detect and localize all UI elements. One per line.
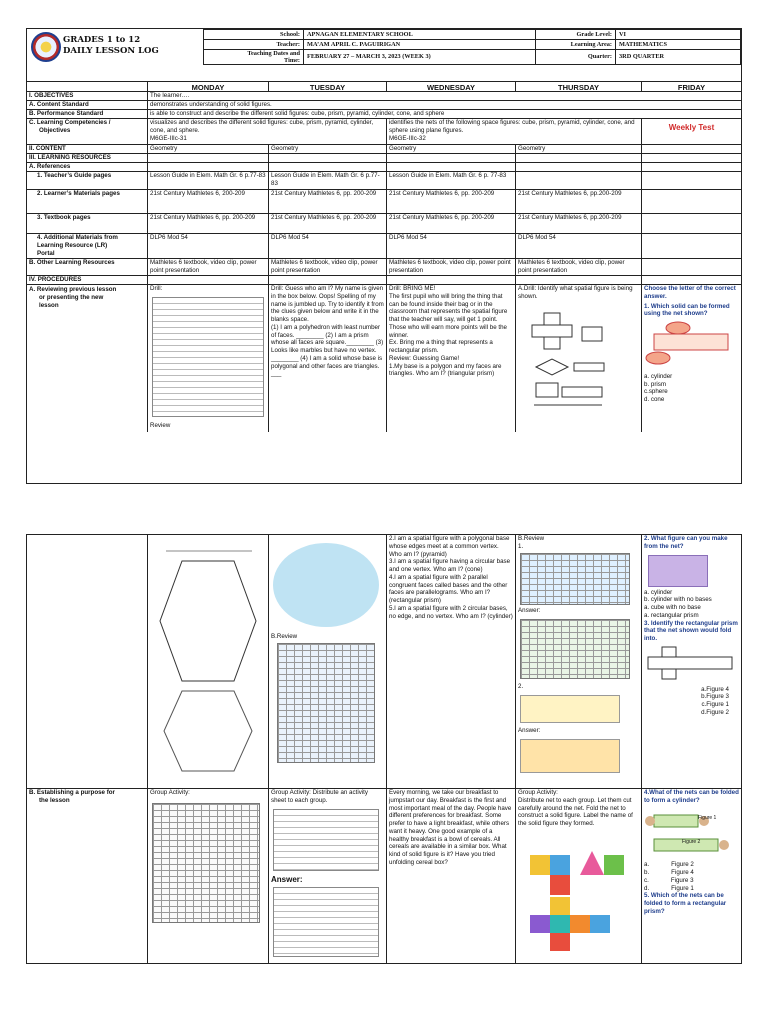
days-header-row <box>27 81 741 92</box>
row-resources: III. LEARNING RESOURCES <box>27 154 741 163</box>
row-reviewing-continued: B.Review 2.I am a spatial figure with a polygonal base whose edges meet at a common vertex. Who am I? (pyramid) 3.I am a spatial figure having a circular base and one vertex. Who am I? (cone) 4.I am a spatial figure with 2 parallel congruent faces called bases and the other faces are parallelograms. Who am I? (rectangular prism) 5.I am a spatial figure with 2 circular bases, no edge, and no vertex. Who am I? (cylinder) B.Review 1. Answer: 2. Answer: 2. What figure can you make from the net? a. cylinder b. cylinder with no bases a. cube with no base a. rectangular prism 3. Identify the rectangular prism that the net shown would fold into. a.Figure 4 b.Figure 3 c.Figure 1 d.Figure 2 <box>27 535 741 789</box>
row-teachers-guide: 1. Teacher’s Guide pages Lesson Guide in Elem. Math Gr. 6 p.77-83 Lesson Guide in Elem. Math Gr. 6 p.77-83 Lesson Guide in Elem. Math Gr. 6 p. 77-83 <box>27 172 741 190</box>
drill-figures-image <box>522 307 632 417</box>
teacher-label: Teacher: <box>204 40 304 50</box>
activity-sheet-image <box>273 809 379 871</box>
header <box>27 29 741 75</box>
dates-value: FEBRUARY 27 – MARCH 3, 2023 (WEEK 3) <box>304 50 536 65</box>
row-content-standard: A. Content Standard demonstrates understanding of solid figures. <box>27 101 741 110</box>
row-objectives: I. OBJECTIVES The learner…. <box>27 92 741 101</box>
drill-table-image <box>152 297 264 417</box>
row-content: II. CONTENT Geometry Geometry Geometry Geometry <box>27 145 741 154</box>
cylinder-nets-image <box>644 807 740 859</box>
solid-figures-chart-image <box>277 643 375 763</box>
row-reviewing: A. Reviewing previous lesson or presenting the new lesson Drill: Review Drill: Guess who am I? My name is given in the box below. Oops! Spelling of my name is jumbled up. Try to identify it from the clues given below and write it in the blanks space. (1) I am a polyhedron with least number of faces. ________ (2) I am a prism whose all faces are square.________ (3) Looks like marbles but have no vertex. ________ (4) I am a solid whose base is polygonal and other faces are triangles. ___ Drill: BRING ME! The first pupil who will bring the thing that can be found inside their bag or in the classroom that represents the spatial figure that the teacher will say, will get 1 point. Those who will earn more points will be the winner. Ex. Bring me a thing that represents a rectangular prism. Review: Guessing Game! 1.My base is a polygon and my faces are triangles. Who am I? (triangular prism) A.Drill: Identify what spatial figure is being shown. Choose the letter of the correct answer. 1. Which solid can be formed using the net shown? a. cylinder b. prism c.sphere d. cone <box>27 285 741 432</box>
day-friday: FRIDAY <box>641 82 741 91</box>
weekly-test-label: Weekly Test <box>641 119 741 144</box>
row-establishing-purpose: B. Establishing a purpose for the lesson Group Activity: Group Activity: Distribute an activity sheet to each group. Answer: Every morning, we take our breakfast to jumpstart our day. Breakfast is the first and most important meal of the day. People have different preferences for breakfast. Some prefer to have a light breakfast, while others want it heavy. One good example of a healthy breakfast is a bowl of cereals. All cereals are available in a similar box. What kind of solid figure is it? Have you tried unfolding cereal box? Group Activity: Distribute net to each group. Let them cut carefully around the net. Fold the net to construct a solid figure. Label the name of the solid figure they formed. 4.What of the nets can be folded to form a cylinder? Figure 1 Figure 2 a. Figure 2 b. Figure 4 c. Figure 3 d. Figure 1 5. Which of the nets can be folded to form a rectangular prism? <box>27 789 741 963</box>
deped-seal-icon <box>31 32 61 62</box>
school-label: School: <box>204 30 304 40</box>
venn-diagram-image <box>273 543 379 627</box>
day-wednesday: WEDNESDAY <box>386 82 515 91</box>
teacher-value: MA’AM APRIL C. PAGUIRIGAN <box>304 40 536 50</box>
row-learners-materials: 2. Learner’s Materials pages 21st Century Mathletes 6, 200-209 21st Century Mathletes 6, pp. 200-209 21st Century Mathletes 6, pp. 200-209 21st Century Mathletes 6, pp.200-209 <box>27 190 741 214</box>
net-shape-image <box>648 555 708 587</box>
answer-image-2 <box>520 739 620 773</box>
page-one <box>26 28 742 484</box>
prism-net-image <box>644 643 738 683</box>
cylinder-net-image <box>644 320 738 370</box>
area-value: MATHEMATICS <box>616 40 741 50</box>
school-value: APNAGAN ELEMENTARY SCHOOL <box>304 30 536 40</box>
row-additional-materials: 4. Additional Materials from Learning Resource (LR) Portal DLP6 Mod 54 DLP6 Mod 54 DLP6 Mod 54 DLP6 Mod 54 <box>27 234 741 259</box>
word-search-image <box>152 803 260 923</box>
day-monday: MONDAY <box>147 82 268 91</box>
page-two <box>26 534 742 964</box>
title-line-1: GRADES 1 to 12 <box>63 35 141 45</box>
grade-value: VI <box>616 30 741 40</box>
lesson-grid-page-1 <box>27 92 741 432</box>
colored-nets-image <box>520 845 632 955</box>
row-competencies: C. Learning Competencies / Objectives visualizes and describes the different solid figures: cube, prism, pyramid, cylinder, cone, and sphere. M6GE-IIIc-31 identifies the nets of the following space figures: cube, prism, pyramid, cylinder, cone, and sphere using plane figures. M6GE-IIIc-32 Weekly Test <box>27 119 741 145</box>
row-other-resources: B. Other Learning Resources Mathletes 6 textbook, video clip, power point presentation Mathletes 6 textbook, video clip, power point presentation Mathletes 6 textbook, video clip, power point presentation Mathletes 6 textbook, video clip, power point presentation <box>27 259 741 276</box>
quarter-value: 3RD QUARTER <box>616 50 741 65</box>
header-info-table <box>203 29 741 65</box>
row-textbook: 3. Textbook pages 21st Century Mathletes 6, pp. 200-209 21st Century Mathletes 6, pp. 200-209 21st Century Mathletes 6, pp. 200-209 21st Century Mathletes 6, pp.200-209 <box>27 214 741 234</box>
lesson-grid-page-2 <box>27 535 741 963</box>
area-label: Learning Area: <box>536 40 616 50</box>
quarter-label: Quarter: <box>536 50 616 65</box>
review-grid-image-2 <box>520 619 630 679</box>
row-references: A. References <box>27 163 741 172</box>
day-tuesday: TUESDAY <box>268 82 386 91</box>
dates-label: Teaching Dates and Time: <box>204 50 304 65</box>
title-line-2: DAILY LESSON LOG <box>63 46 159 57</box>
form-title <box>63 35 159 58</box>
monday-drill-label: Drill: <box>150 285 163 292</box>
row-performance-standard: B. Performance Standard is able to construct and describe the different solid figures: cube, prism, pyramid, cylinder, cone, and sphere <box>27 110 741 119</box>
row-procedures: IV. PROCEDURES <box>27 276 741 285</box>
answer-sheet-image <box>273 887 379 957</box>
hexagon-diagram-image <box>152 541 264 781</box>
review-grid-image-1 <box>520 553 630 605</box>
day-thursday: THURSDAY <box>515 82 641 91</box>
net-image-2 <box>520 695 620 723</box>
grade-label: Grade Level: <box>536 30 616 40</box>
